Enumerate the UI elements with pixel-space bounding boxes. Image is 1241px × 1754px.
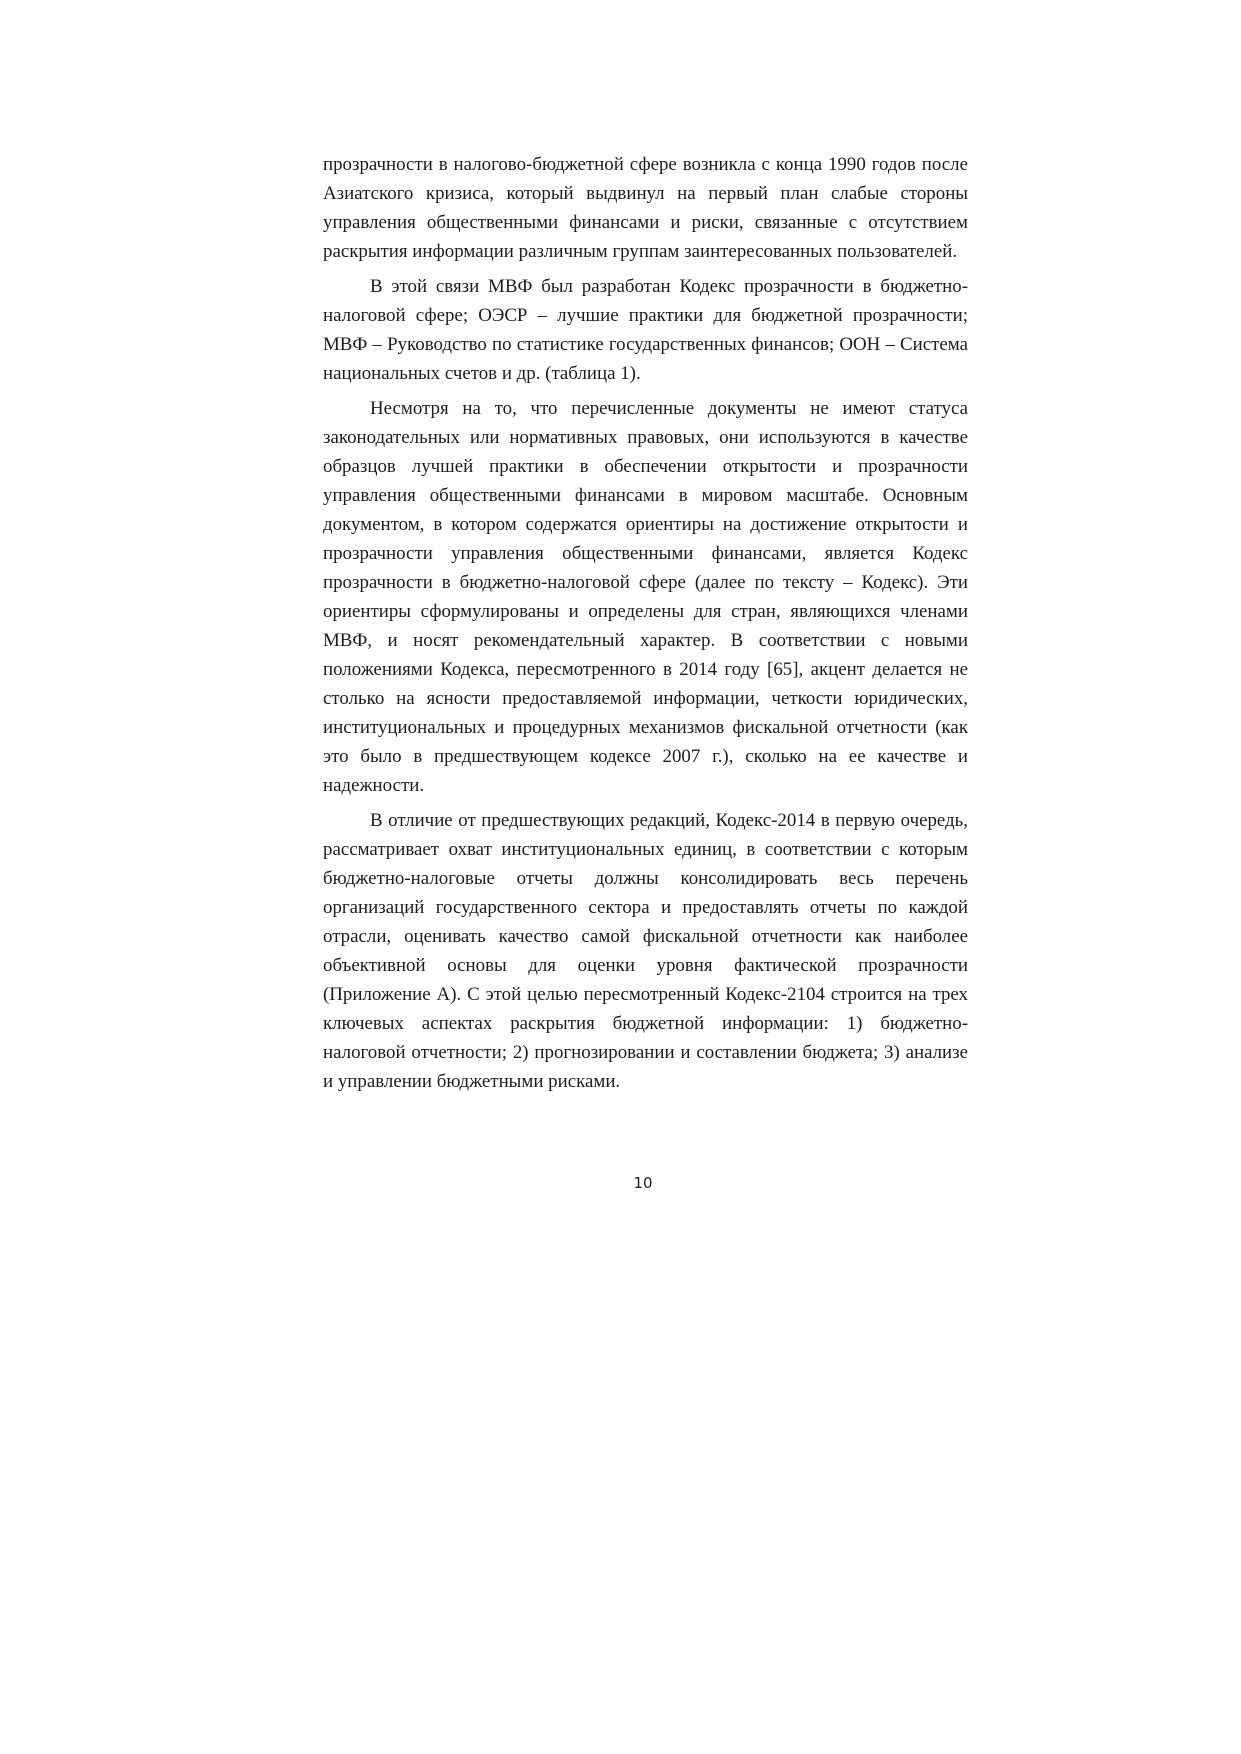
body-text <box>323 150 968 1096</box>
paragraph: Несмотря на то, что перечисленные документы не имеют статуса законодательных или нормативных правовых, они используются в качестве образцов лучшей практики в обеспечении открытости и прозрачности управления общественными финансами в мировом масштабе. Основным документом, в котором содержатся ориентиры на достижение открытости и прозрачности управления общественными финансами, является Кодекс прозрачности в бюджетно-налоговой сфере (далее по тексту – Кодекс). Эти ориентиры сформулированы и определены для стран, являющихся членами МВФ, и носят рекомендательный характер. В соответствии с новыми положениями Кодекса, пересмотренного в 2014 году [65], акцент делается не столько на ясности предоставляемой информации, четкости юридических, институциональных и процедурных механизмов фискальной отчетности (как это было в предшествующем кодексе 2007 г.), сколько на ее качестве и надежности. <box>323 398 968 796</box>
paragraph: В отличие от предшествующих редакций, Кодекс-2014 в первую очередь, рассматривает охват институциональных единиц, в соответствии с которым бюджетно-налоговые отчеты должны консолидировать весь перечень организаций государственного сектора и предоставлять отчеты по каждой отрасли, оценивать качество самой фискальной отчетности как наиболее объективной основы для оценки уровня фактической прозрачности (Приложение А). С этой целью пересмотренный Кодекс-2104 строится на трех ключевых аспектах раскрытия бюджетной информации: 1) бюджетно-налоговой отчетности; 2) прогнозировании и составлении бюджета; 3) анализе и управлении бюджетными рисками. <box>323 810 968 1092</box>
paragraph-continuation: прозрачности в налогово-бюджетной сфере возникла с конца 1990 годов после Азиатского кризиса, который выдвинул на первый план слабые стороны управления общественными финансами и риски, связанные с отсутствием раскрытия информации различным группам заинтересованных пользователей. <box>323 154 968 262</box>
paragraph: В этой связи МВФ был разработан Кодекс прозрачности в бюджетно-налоговой сфере; ОЭСР – лучшие практики для бюджетной прозрачности; МВФ – Руководство по статистике государственных финансов; ООН – Система национальных счетов и др. (таблица 1). <box>323 276 968 384</box>
page-number: 10 <box>633 1174 653 1192</box>
